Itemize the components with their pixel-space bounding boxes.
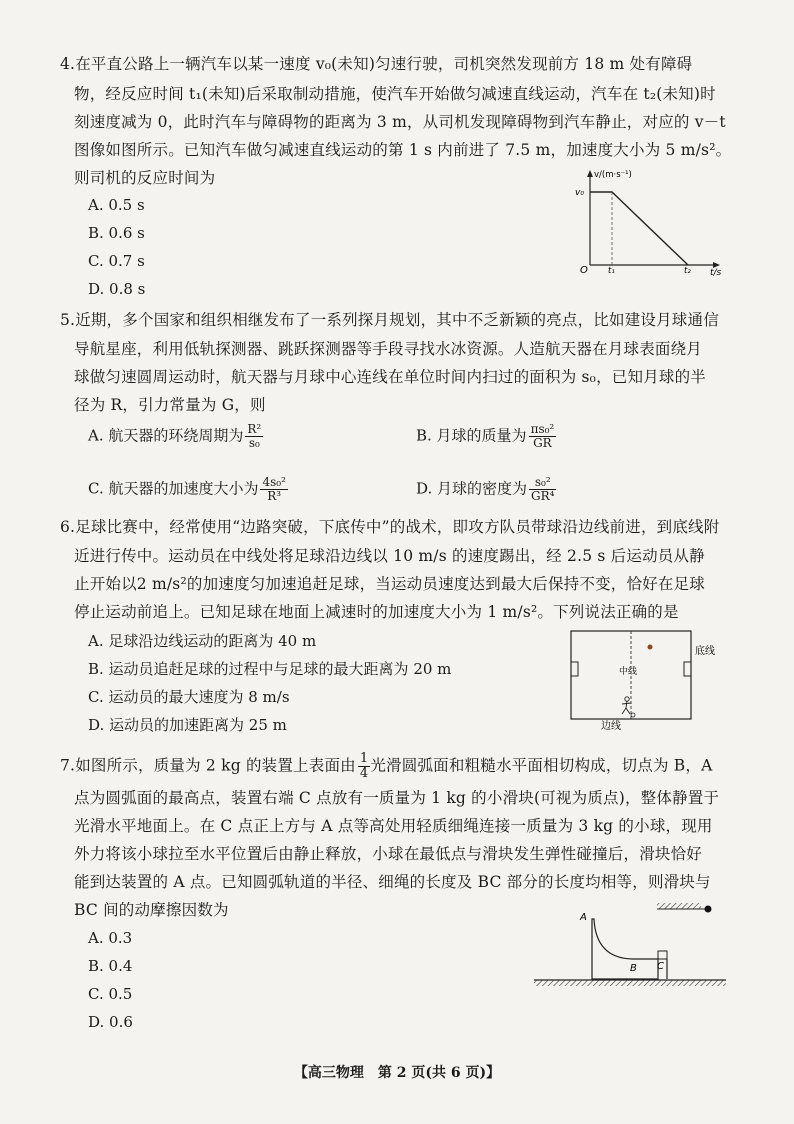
q6-line: 止开始以2 m/s²的加速度匀加速追赶足球，当运动员速度达到最大后保持不变，恰好在足球 <box>74 575 705 593</box>
q7-option-d[interactable]: D. 0.6 <box>88 1013 133 1031</box>
q5-line: 球做匀速圆周运动时，航天器与月球中心连线在单位时间内扫过的面积为 s₀，已知月球的半 <box>74 368 706 386</box>
mid-line-label: 中线 <box>619 667 638 677</box>
q4-option-a[interactable]: A. 0.5 s <box>88 196 145 214</box>
q7-option-a[interactable]: A. 0.3 <box>88 929 133 947</box>
ceiling <box>657 903 701 909</box>
q6-line: 停止运动前追上。已知足球在地面上减速时的加速度大小为 1 m/s²。下列说法正确的是 <box>74 603 679 621</box>
q5-line: 5.近期，多个国家和组织相继发布了一系列探月规划，其中不乏新颖的亮点，比如建设月球通信 <box>60 311 719 329</box>
q4-line: 4.在平直公路上一辆汽车以某一速度 v₀(未知)匀速行驶，司机突然发现前方 18 m 处有障碍 <box>60 55 693 73</box>
vt-xlabel: t/s <box>710 268 722 277</box>
vt-line <box>590 192 688 265</box>
q7-line: 能到达装置的 A 点。已知圆弧轨道的半径、细绳的长度及 BC 部分的长度均相等，则滑块与 <box>74 873 711 891</box>
q4-line: 物，经反应时间 t₁(未知)后采取制动措施，使汽车开始做匀减速直线运动，汽车在 t₂(未知)时 <box>74 85 716 103</box>
q7-line: 点为圆弧面的最高点，装置右端 C 点放有一质量为 1 kg 的小滑块(可视为质点)，整体静置于 <box>74 789 720 807</box>
q4-line: 图像如图所示。已知汽车做匀减速直线运动的第 1 s 内前进了 7.5 m，加速度大小为 5 m/s²。 <box>74 141 732 159</box>
bottom-line-label: 底线 <box>695 646 715 657</box>
q4-option-b[interactable]: B. 0.6 s <box>88 224 145 242</box>
q7-option-c[interactable]: C. 0.5 <box>88 985 133 1003</box>
q7-line: 外力将该小球拉至水平位置后由静止释放，小球在最低点与滑块发生弹性碰撞后，滑块恰好 <box>74 845 703 863</box>
q5-option-d[interactable]: D. 月球的密度为 $\frac{\text{s₀²}}{\text{GR⁴}}$ <box>416 475 555 503</box>
soccer-field-figure <box>565 628 735 734</box>
q4-option-c[interactable]: C. 0.7 s <box>88 252 145 270</box>
vt-ylabel: v/(m·s⁻¹) <box>594 170 632 180</box>
q6-option-c[interactable]: C. 运动员的最大速度为 8 m/s <box>88 688 290 706</box>
device-body <box>592 919 658 979</box>
page-footer: 【高三物理 第 2 页(共 6 页)】 <box>293 1065 501 1081</box>
vt-v0: v₀ <box>575 188 584 198</box>
q6-line: 近进行传中。运动员在中线处将足球沿边线以 10 m/s 的速度踢出，经 2.5 s 后运动员从静 <box>74 547 705 565</box>
ball <box>705 906 712 913</box>
q4-line: 则司机的反应时间为 <box>74 169 216 187</box>
label-b: B <box>630 963 637 974</box>
q4-option-d[interactable]: D. 0.8 s <box>88 280 146 298</box>
vt-t2: t₂ <box>684 266 691 276</box>
ball <box>648 645 653 650</box>
label-a: A <box>580 912 587 923</box>
q7-line: BC 间的动摩擦因数为 <box>74 901 229 919</box>
q5-option-c[interactable]: C. 航天器的加速度大小为 $\frac{\text{4s₀²}}{\text{R³}}$ <box>88 475 286 503</box>
side-line-label: 边线 <box>601 721 621 732</box>
slider-block <box>658 951 667 959</box>
q6-option-a[interactable]: A. 足球沿边线运动的距离为 40 m <box>88 632 317 650</box>
vt-t1: t₁ <box>608 266 615 276</box>
q5-option-a[interactable]: A. 航天器的环绕周期为 $\frac{\text{R²}}{\text{s₀}}$ <box>88 422 262 450</box>
right-goal <box>684 662 691 676</box>
vt-origin: O <box>580 265 588 276</box>
q7-line: 光滑水平地面上。在 C 点正上方与 A 点等高处用轻质细绳连接一质量为 3 kg 的小球，现用 <box>74 817 713 835</box>
q7-option-b[interactable]: B. 0.4 <box>88 957 133 975</box>
q6-option-d[interactable]: D. 运动员的加速距离为 25 m <box>88 716 287 734</box>
left-goal <box>571 662 578 676</box>
q5-line: 径为 R，引力常量为 G，则 <box>74 396 266 414</box>
q4-line: 刻速度减为 0，此时汽车与障碍物的距离为 3 m，从司机发现障碍物到汽车静止，对应的 v－t <box>74 113 726 131</box>
vt-graph <box>570 165 730 277</box>
device-figure <box>530 896 730 996</box>
q5-option-b[interactable]: B. 月球的质量为 $\frac{\text{πs₀²}}{GR}$ <box>416 422 555 450</box>
player-icon <box>622 697 631 714</box>
label-c: C <box>657 961 664 972</box>
q5-line: 导航星座，利用低轨探测器、跳跃探测器等手段寻找水冰资源。人造航天器在月球表面绕月 <box>74 340 703 358</box>
q6-line: 6.足球比赛中，经常使用“边路突破，下底传中”的战术，即攻方队员带球沿边线前进，到底线附 <box>60 518 720 536</box>
q6-option-b[interactable]: B. 运动员追赶足球的过程中与足球的最大距离为 20 m <box>88 660 452 678</box>
q7-line: 7.如图所示，质量为 2 kg 的装置上表面由 $\frac{1}{4}$ 光滑圆弧面和粗糙水平面相切构成，切点为 B，A <box>60 751 713 781</box>
